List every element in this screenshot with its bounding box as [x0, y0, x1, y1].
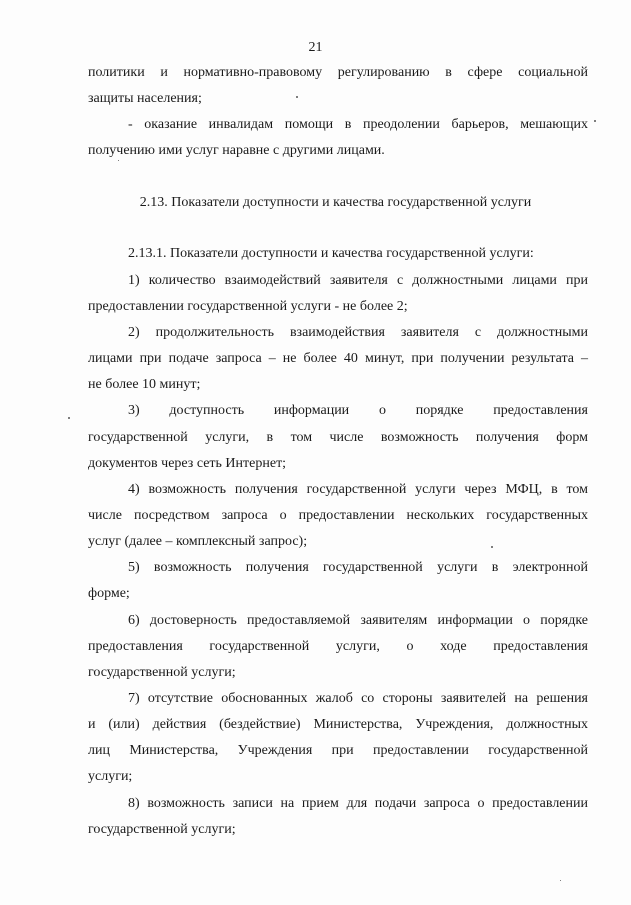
text-line: - оказание инвалидам помощи в преодолении барьеров, мешающих: [128, 117, 588, 132]
text-line: государственной услуги;: [88, 822, 236, 837]
page-number: 21: [308, 40, 323, 55]
text-line: 8) возможность записи на прием для подачи запроса о предоставлении: [128, 796, 588, 811]
scan-speck: [296, 96, 298, 98]
text-line: политики и нормативно-правовому регулированию в сфере социальной: [88, 65, 588, 80]
text-line: 4) возможность получения государственной услуги через МФЦ, в том: [128, 482, 588, 497]
text-line: защиты населения;: [88, 91, 202, 106]
text-line: 2) продолжительность взаимодействия заявителя с должностными: [128, 325, 588, 340]
scan-speck: [491, 546, 493, 548]
text-line: лиц Министерства, Учреждения при предоставлении государственной: [88, 743, 588, 758]
text-line: лицами при подаче запроса – не более 40 минут, при получении результата –: [88, 351, 588, 366]
text-line: 7) отсутствие обоснованных жалоб со стороны заявителей на решения: [128, 691, 588, 706]
scan-speck: [560, 880, 561, 881]
text-line: государственной услуги, в том числе возможность получения форм: [88, 430, 588, 445]
text-line: 1) количество взаимодействий заявителя с должностными лицами при: [128, 273, 588, 288]
text-line: документов через сеть Интернет;: [88, 456, 287, 471]
scan-speck: [118, 160, 119, 161]
scan-speck: [594, 120, 596, 122]
text-line: 6) достоверность предоставляемой заявителям информации о порядке: [128, 613, 588, 628]
text-line: государственной услуги;: [88, 665, 236, 680]
section-heading: 2.13. Показатели доступности и качества государственной услуги: [139, 195, 532, 210]
text-line: услуг (далее – комплексный запрос);: [88, 534, 308, 549]
text-line: услуги;: [88, 769, 133, 784]
text-line: получению ими услуг наравне с другими лицами.: [88, 143, 385, 158]
text-line: 3) доступность информации о порядке предоставления: [128, 403, 588, 418]
scan-speck: [68, 417, 70, 419]
text-line: форме;: [88, 586, 130, 601]
text-line: 2.13.1. Показатели доступности и качества государственной услуги:: [128, 246, 534, 261]
text-line: не более 10 минут;: [88, 377, 201, 392]
text-line: числе посредством запроса о предоставлении нескольких государственных: [88, 508, 588, 523]
text-line: 5) возможность получения государственной услуги в электронной: [128, 560, 588, 575]
text-line: и (или) действия (бездействие) Министерства, Учреждения, должностных: [88, 717, 588, 732]
text-line: предоставлении государственной услуги - не более 2;: [88, 299, 408, 314]
text-line: предоставления государственной услуги, о ходе предоставления: [88, 639, 588, 654]
